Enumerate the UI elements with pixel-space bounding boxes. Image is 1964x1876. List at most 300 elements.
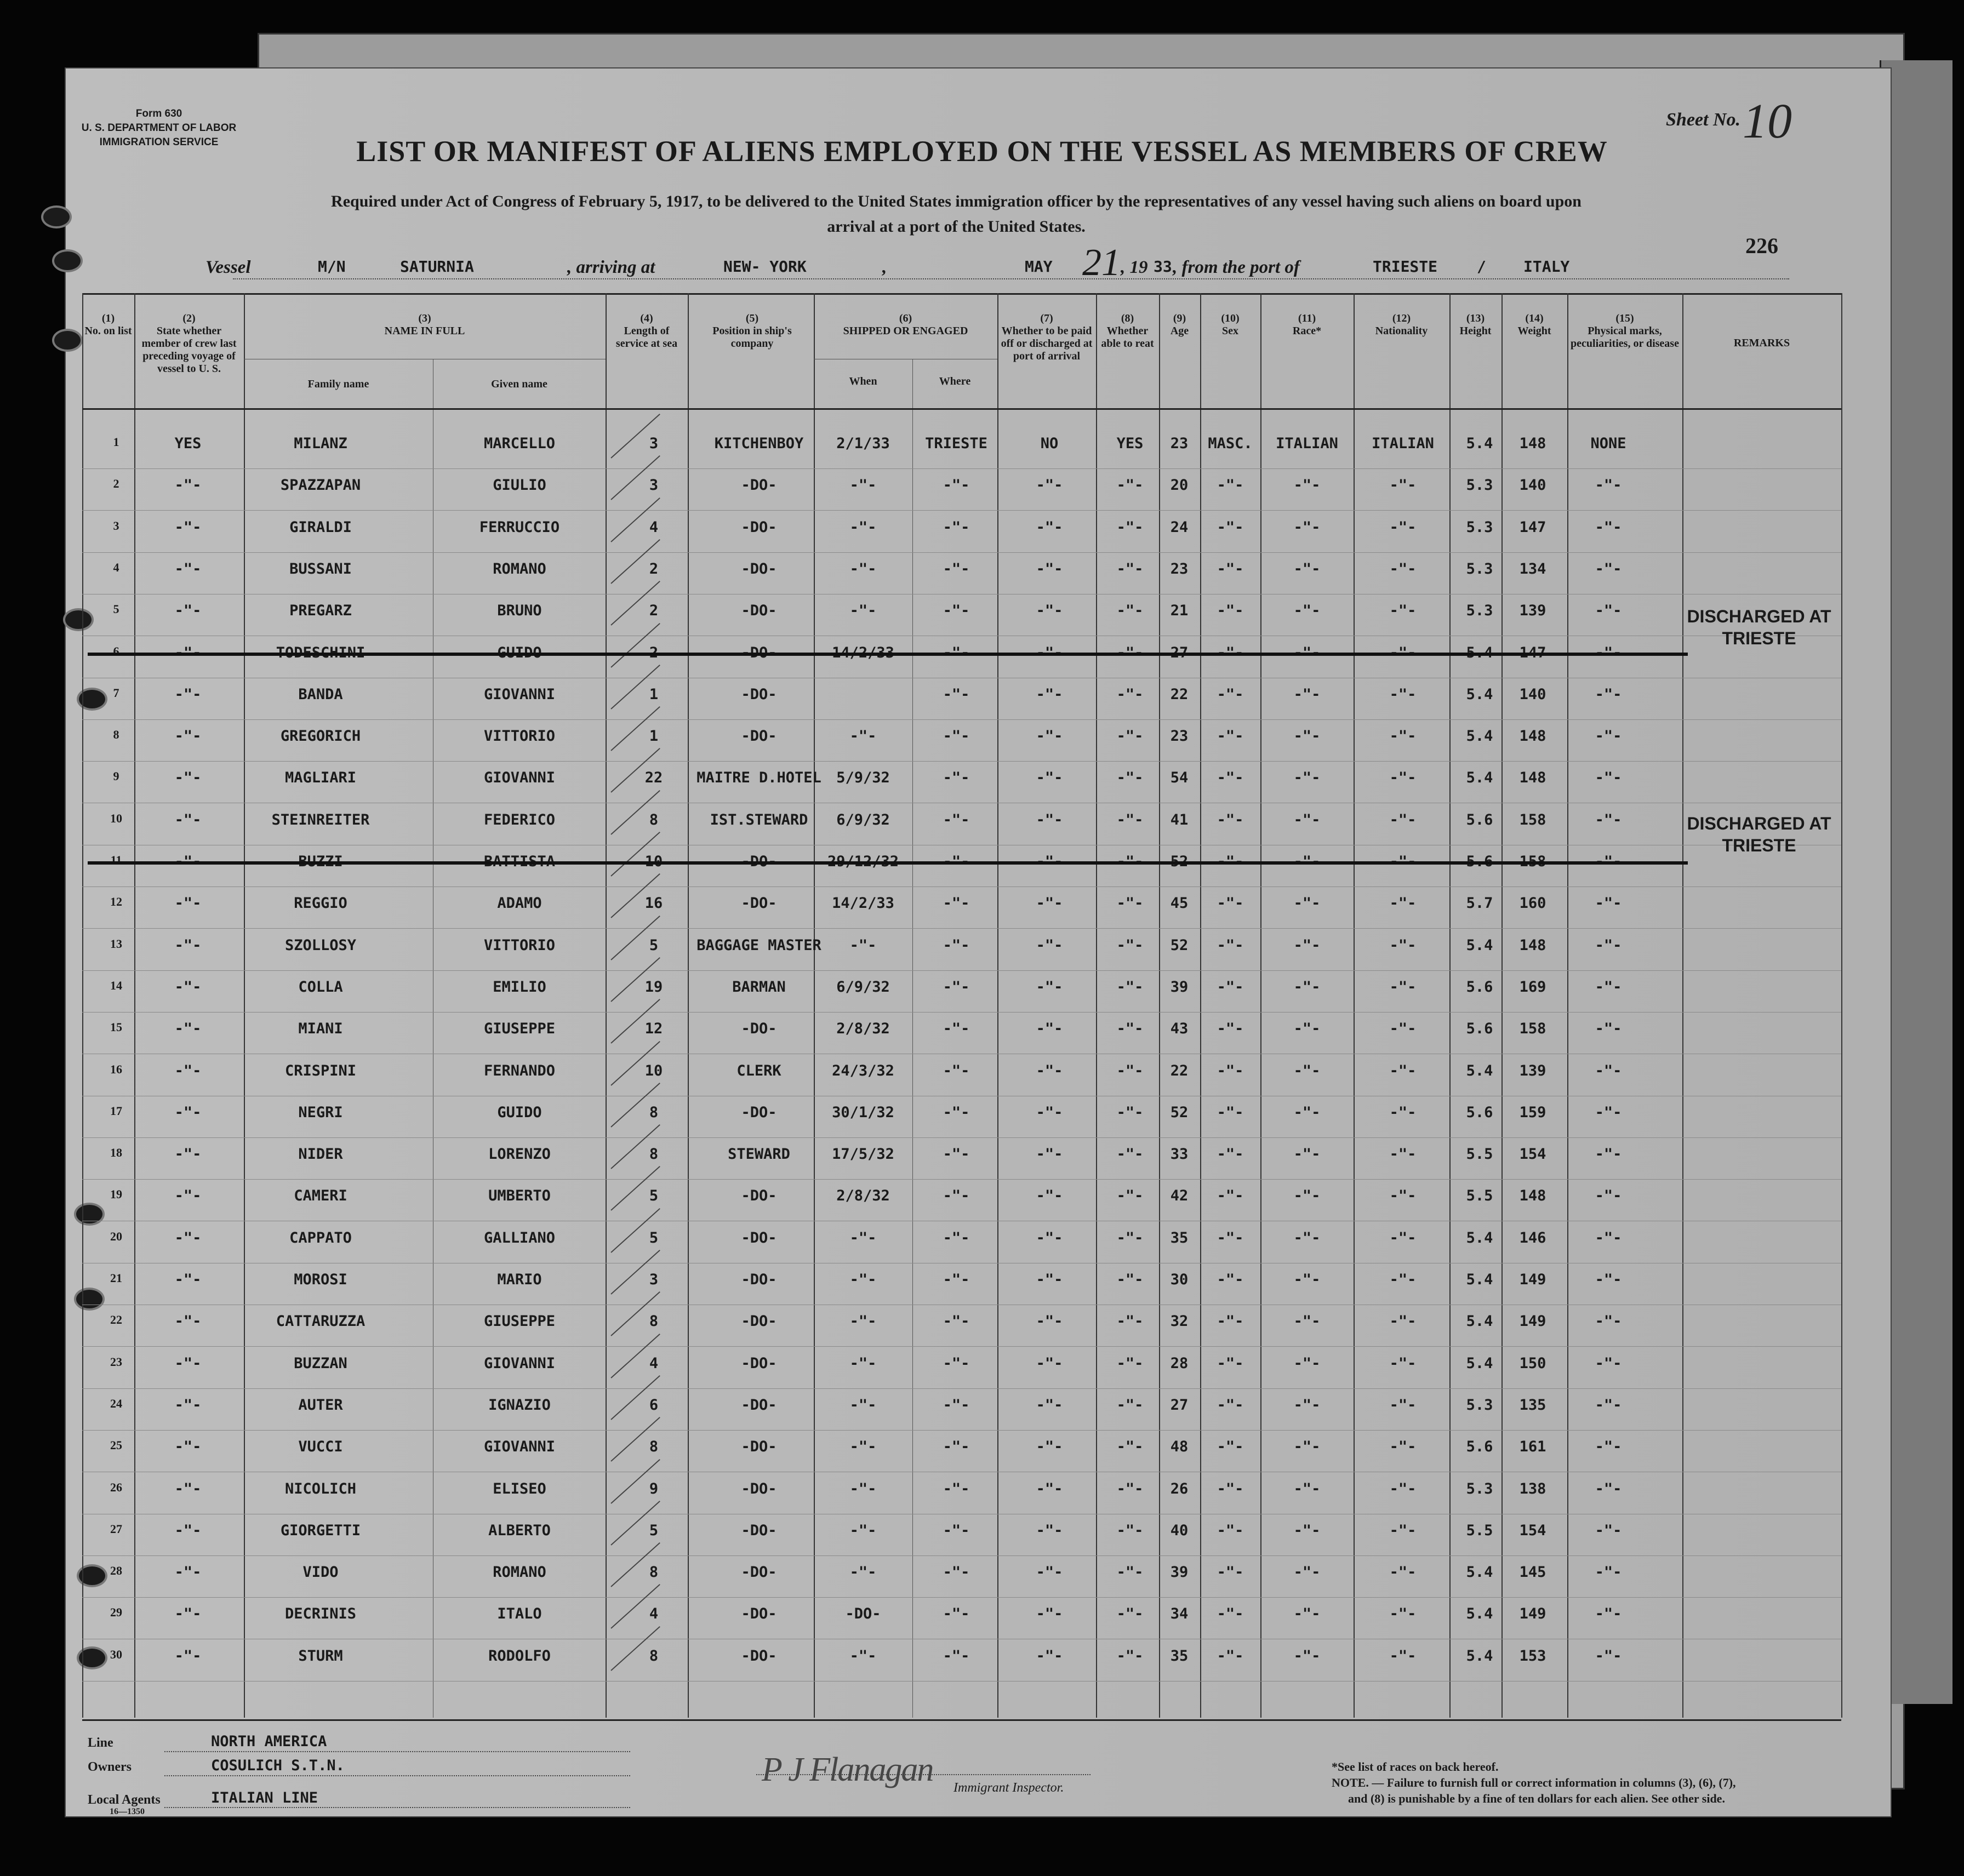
cell-service-years: 9 — [649, 1480, 659, 1497]
footer-line-label: Line — [88, 1736, 113, 1750]
cell-weight: 158 — [1519, 1020, 1546, 1038]
row-rule — [82, 1555, 1841, 1556]
cell-weight: 148 — [1519, 1187, 1546, 1205]
cell-height: 5.3 — [1466, 560, 1493, 577]
cell-previous-voyage: -"- — [174, 1438, 202, 1456]
row-rule — [82, 928, 1841, 929]
arrival-year: 33 — [1154, 258, 1172, 276]
cell-nationality: -"- — [1389, 644, 1417, 661]
cell-able-to-read: -"- — [1116, 1564, 1144, 1581]
cell-row-number: 21 — [110, 1271, 122, 1285]
cell-physical-marks: -"- — [1595, 518, 1622, 536]
cell-shipped-when: -"- — [849, 1229, 877, 1246]
cell-sex: -"- — [1217, 853, 1244, 870]
cell-paid-off: -"- — [1036, 1313, 1063, 1330]
cell-height: 5.4 — [1466, 435, 1493, 452]
cell-paid-off: -"- — [1036, 1020, 1063, 1038]
cell-family-name: REGGIO — [294, 895, 347, 912]
cell-paid-off: -"- — [1036, 477, 1063, 494]
cell-race: -"- — [1293, 1605, 1321, 1623]
cell-age: 42 — [1170, 1187, 1189, 1205]
col-number: (8) — [1121, 312, 1134, 324]
cell-paid-off: -"- — [1036, 1396, 1063, 1414]
cell-previous-voyage: -"- — [174, 1103, 202, 1121]
cell-height: 5.5 — [1466, 1187, 1493, 1205]
cell-given-name: RODOLFO — [488, 1647, 551, 1665]
cell-height: 5.6 — [1466, 1438, 1493, 1456]
cell-shipped-where: -"- — [943, 1271, 970, 1288]
cell-service-years: 8 — [649, 1103, 659, 1121]
cell-physical-marks: -"- — [1595, 1480, 1622, 1497]
cell-position: -DO- — [741, 602, 777, 620]
cell-nationality: -"- — [1389, 1020, 1417, 1038]
cell-paid-off: -"- — [1036, 1187, 1063, 1205]
col-line — [1449, 293, 1451, 1718]
cell-nationality: -"- — [1389, 1396, 1417, 1414]
cell-race: -"- — [1293, 560, 1321, 577]
cell-sex: -"- — [1217, 518, 1244, 536]
cell-nationality: -"- — [1389, 1354, 1417, 1372]
cell-age: 39 — [1170, 1564, 1189, 1581]
vessel-name: SATURNIA — [400, 258, 474, 276]
cell-row-number: 10 — [110, 811, 122, 825]
cell-able-to-read: -"- — [1116, 811, 1144, 828]
cell-able-to-read: -"- — [1116, 1271, 1144, 1288]
cell-able-to-read: -"- — [1116, 560, 1144, 577]
cell-race: -"- — [1293, 936, 1321, 954]
cell-sex: -"- — [1217, 602, 1244, 620]
cell-age: 39 — [1170, 978, 1189, 996]
cell-race: -"- — [1293, 685, 1321, 703]
col-line — [1501, 293, 1503, 1718]
cell-height: 5.3 — [1466, 1396, 1493, 1414]
arrival-month: MAY — [1025, 258, 1053, 276]
cell-race: -"- — [1293, 1438, 1321, 1456]
cell-position: -DO- — [741, 1605, 777, 1623]
cell-family-name: GREGORICH — [280, 728, 361, 745]
cell-row-number: 28 — [110, 1564, 122, 1578]
cell-given-name: UMBERTO — [488, 1187, 551, 1205]
cell-sex: -"- — [1217, 1146, 1244, 1163]
footer-owners-label: Owners — [88, 1760, 132, 1774]
cell-given-name: ADAMO — [497, 895, 542, 912]
col-header-marks — [1570, 312, 1680, 350]
departure-country: ITALY — [1523, 258, 1570, 276]
col-line — [244, 293, 245, 1718]
cell-sex: -"- — [1217, 1605, 1244, 1623]
cell-shipped-where: -"- — [943, 1605, 970, 1623]
cell-position: -DO- — [741, 853, 777, 870]
col-label: NAME IN FULL — [384, 325, 465, 337]
cell-position: -DO- — [741, 1103, 777, 1121]
col-line — [1567, 293, 1568, 1718]
cell-sex: -"- — [1217, 1103, 1244, 1121]
cell-position: BAGGAGE MASTER — [696, 936, 821, 954]
cell-shipped-when: -"- — [849, 728, 877, 745]
col-header-read — [1099, 312, 1156, 350]
cell-physical-marks: -"- — [1595, 560, 1622, 577]
col-line — [1096, 293, 1097, 1718]
cell-able-to-read: -"- — [1116, 1103, 1144, 1121]
cell-weight: 138 — [1519, 1480, 1546, 1497]
cell-able-to-read: -"- — [1116, 685, 1144, 703]
cell-family-name: CAMERI — [294, 1187, 347, 1205]
cell-weight: 145 — [1519, 1564, 1546, 1581]
cell-shipped-where: -"- — [943, 1020, 970, 1038]
col-header-family-name: Family name — [307, 378, 369, 390]
remark-discharged — [1660, 813, 1858, 856]
cell-position: -DO- — [741, 560, 777, 577]
col-line — [1354, 293, 1355, 1718]
cell-age: 22 — [1170, 1062, 1189, 1079]
cell-given-name: VITTORIO — [483, 728, 556, 745]
cell-previous-voyage: -"- — [174, 1605, 202, 1623]
cell-service-years: 5 — [649, 1229, 659, 1246]
cell-position: -DO- — [741, 1564, 777, 1581]
cell-able-to-read: -"- — [1116, 1313, 1144, 1330]
cell-shipped-where: -"- — [943, 811, 970, 828]
cell-nationality: -"- — [1389, 560, 1417, 577]
cell-paid-off: -"- — [1036, 644, 1063, 661]
cell-weight: 153 — [1519, 1647, 1546, 1665]
cell-shipped-where: -"- — [943, 1396, 970, 1414]
cell-family-name: CATTARUZZA — [276, 1313, 366, 1330]
cell-service-years: 5 — [649, 936, 659, 954]
cell-service-years: 4 — [649, 1605, 659, 1623]
row-rule — [82, 970, 1841, 971]
cell-shipped-where: -"- — [943, 685, 970, 703]
cell-race: -"- — [1293, 853, 1321, 870]
cell-sex: -"- — [1217, 1480, 1244, 1497]
cell-height: 5.5 — [1466, 1146, 1493, 1163]
cell-height: 5.6 — [1466, 1103, 1493, 1121]
cell-weight: 159 — [1519, 1103, 1546, 1121]
cell-service-years: 6 — [649, 1396, 659, 1414]
cell-physical-marks: -"- — [1595, 895, 1622, 912]
cell-race: -"- — [1293, 1271, 1321, 1288]
cell-age: 30 — [1170, 1271, 1189, 1288]
cell-weight: 154 — [1519, 1146, 1546, 1163]
cell-nationality: -"- — [1389, 602, 1417, 620]
cell-position: IST.STEWARD — [710, 811, 808, 828]
cell-service-years: 4 — [649, 518, 659, 536]
col-number: (5) — [745, 312, 759, 324]
cell-service-years: 1 — [649, 728, 659, 745]
cell-shipped-when: 6/9/32 — [836, 978, 890, 996]
cell-shipped-where: -"- — [943, 853, 970, 870]
cell-weight: 148 — [1519, 769, 1546, 787]
cell-nationality: -"- — [1389, 1103, 1417, 1121]
cell-nationality: -"- — [1389, 518, 1417, 536]
subtitle-line: arrival at a port of the United States. — [827, 218, 1086, 236]
cell-sex: -"- — [1217, 1062, 1244, 1079]
col-label: State whether member of crew last preceding voyage of vessel to U. S. — [141, 325, 237, 375]
cell-physical-marks: -"- — [1595, 1647, 1622, 1665]
cell-shipped-when: 14/2/33 — [832, 644, 894, 661]
cell-previous-voyage: -"- — [174, 1229, 202, 1246]
cell-given-name: GUIDO — [497, 1103, 542, 1121]
col-header-weight — [1501, 312, 1567, 338]
cell-position: -DO- — [741, 1396, 777, 1414]
cell-previous-voyage: -"- — [174, 1647, 202, 1665]
cell-shipped-when: -"- — [849, 1354, 877, 1372]
cell-nationality: -"- — [1389, 728, 1417, 745]
remark-discharged — [1660, 605, 1858, 649]
cell-position: -DO- — [741, 1480, 777, 1497]
cell-shipped-where: -"- — [943, 1229, 970, 1246]
col-number: (4) — [640, 312, 653, 324]
col-label: Whether to be paid off or discharged at port of arrival — [1001, 325, 1093, 362]
col-header-race — [1260, 312, 1354, 338]
cell-weight: 135 — [1519, 1396, 1546, 1414]
signature-rule — [756, 1774, 1091, 1775]
cell-race: -"- — [1293, 644, 1321, 661]
cell-service-years: 8 — [649, 1146, 659, 1163]
cell-physical-marks: -"- — [1595, 685, 1622, 703]
cell-age: 54 — [1170, 769, 1189, 787]
cell-able-to-read: -"- — [1116, 1605, 1144, 1623]
cell-nationality: -"- — [1389, 1647, 1417, 1665]
cell-race: -"- — [1293, 1146, 1321, 1163]
cell-height: 5.6 — [1466, 978, 1493, 996]
cell-weight: 147 — [1519, 644, 1546, 661]
footer-line-value: NORTH AMERICA — [211, 1733, 327, 1750]
cell-row-number: 12 — [110, 895, 122, 909]
col-label: Age — [1170, 325, 1189, 337]
cell-paid-off: -"- — [1036, 1271, 1063, 1288]
cell-physical-marks: -"- — [1595, 811, 1622, 828]
col-header-service — [608, 312, 685, 350]
cell-given-name: GIUSEPPE — [483, 1313, 556, 1330]
cell-height: 5.4 — [1466, 728, 1493, 745]
row-rule — [82, 1012, 1841, 1013]
cell-shipped-where: -"- — [943, 1146, 970, 1163]
cell-shipped-when: -"- — [849, 518, 877, 536]
cell-physical-marks: -"- — [1595, 1522, 1622, 1539]
cell-family-name: BUZZAN — [294, 1354, 347, 1372]
cell-shipped-where: -"- — [943, 769, 970, 787]
cell-height: 5.4 — [1466, 769, 1493, 787]
cell-family-name: MOROSI — [294, 1271, 347, 1288]
note-line: and (8) is punishable by a fine of ten dollars for each alien. See other side. — [1348, 1792, 1725, 1805]
cell-shipped-where: -"- — [943, 644, 970, 661]
cell-row-number: 7 — [113, 685, 119, 700]
col-line — [606, 293, 607, 1718]
col-number: (14) — [1525, 312, 1544, 324]
cell-race: -"- — [1293, 1187, 1321, 1205]
cell-sex: -"- — [1217, 1396, 1244, 1414]
cell-shipped-when: -"- — [849, 936, 877, 954]
cell-weight: 140 — [1519, 685, 1546, 703]
col-header-height — [1449, 312, 1501, 338]
cell-paid-off: -"- — [1036, 602, 1063, 620]
cell-race: -"- — [1293, 1564, 1321, 1581]
cell-family-name: NEGRI — [298, 1103, 343, 1121]
inspector-label: Immigrant Inspector. — [954, 1781, 1064, 1795]
cell-position: -DO- — [741, 518, 777, 536]
cell-shipped-where: -"- — [943, 1062, 970, 1079]
cell-previous-voyage: -"- — [174, 560, 202, 577]
cell-weight: 148 — [1519, 728, 1546, 745]
cell-row-number: 8 — [113, 728, 119, 742]
cell-sex: -"- — [1217, 936, 1244, 954]
cell-age: 23 — [1170, 435, 1189, 452]
cell-given-name: GIULIO — [493, 477, 546, 494]
cell-age: 35 — [1170, 1229, 1189, 1246]
vessel-line-rule — [233, 278, 1789, 279]
cell-shipped-where: -"- — [943, 1522, 970, 1539]
col-number: (11) — [1298, 312, 1316, 324]
cell-nationality: -"- — [1389, 1480, 1417, 1497]
cell-given-name: IGNAZIO — [488, 1396, 551, 1414]
cell-able-to-read: -"- — [1116, 1187, 1144, 1205]
cell-position: -DO- — [741, 1313, 777, 1330]
year-prefix: , 19 — [1121, 258, 1148, 277]
cell-previous-voyage: -"- — [174, 1020, 202, 1038]
cell-service-years: 8 — [649, 1313, 659, 1330]
cell-age: 45 — [1170, 895, 1189, 912]
cell-age: 27 — [1170, 1396, 1189, 1414]
cell-service-years: 2 — [649, 560, 659, 577]
cell-row-number: 26 — [110, 1480, 122, 1494]
cell-physical-marks: -"- — [1595, 1313, 1622, 1330]
cell-height: 5.3 — [1466, 1480, 1493, 1497]
cell-race: -"- — [1293, 728, 1321, 745]
cell-sex: -"- — [1217, 895, 1244, 912]
cell-weight: 169 — [1519, 978, 1546, 996]
cell-physical-marks: -"- — [1595, 728, 1622, 745]
cell-age: 23 — [1170, 728, 1189, 745]
col-header-remarks: REMARKS — [1733, 337, 1790, 349]
col-header-when: When — [849, 375, 877, 387]
cell-row-number: 16 — [110, 1062, 122, 1076]
cell-weight: 149 — [1519, 1313, 1546, 1330]
cell-given-name: FERRUCCIO — [479, 518, 560, 536]
cell-position: -DO- — [741, 1522, 777, 1539]
cell-height: 5.4 — [1466, 1647, 1493, 1665]
cell-nationality: -"- — [1389, 1522, 1417, 1539]
cell-given-name: GIOVANNI — [483, 1354, 556, 1372]
cell-age: 35 — [1170, 1647, 1189, 1665]
cell-row-number: 11 — [110, 853, 122, 867]
cell-position: -DO- — [741, 1020, 777, 1038]
cell-shipped-where: -"- — [943, 1187, 970, 1205]
cell-race: -"- — [1293, 769, 1321, 787]
cell-given-name: ITALO — [497, 1605, 542, 1623]
cell-shipped-where: -"- — [943, 560, 970, 577]
punch-hole — [52, 329, 83, 352]
cell-family-name: GIRALDI — [289, 518, 352, 536]
cell-sex: -"- — [1217, 978, 1244, 996]
row-rule — [82, 1137, 1841, 1138]
sheet-number: 10 — [1743, 94, 1792, 148]
cell-previous-voyage: -"- — [174, 477, 202, 494]
cell-sex: -"- — [1217, 685, 1244, 703]
row-rule — [82, 510, 1841, 511]
cell-weight: 149 — [1519, 1605, 1546, 1623]
row-rule — [82, 1597, 1841, 1598]
cell-given-name: GUIDO — [497, 644, 542, 661]
cell-family-name: GIORGETTI — [280, 1522, 361, 1539]
cell-height: 5.4 — [1466, 1229, 1493, 1246]
cell-able-to-read: -"- — [1116, 1146, 1144, 1163]
cell-shipped-where: -"- — [943, 602, 970, 620]
remark-line: TRIESTE — [1722, 836, 1796, 855]
cell-sex: -"- — [1217, 769, 1244, 787]
cell-service-years: 1 — [649, 685, 659, 703]
cell-race: -"- — [1293, 895, 1321, 912]
cell-position: -DO- — [741, 1187, 777, 1205]
cell-able-to-read: -"- — [1116, 1647, 1144, 1665]
cell-physical-marks: -"- — [1595, 1605, 1622, 1623]
cell-nationality: -"- — [1389, 1146, 1417, 1163]
cell-age: 26 — [1170, 1480, 1189, 1497]
cell-weight: 154 — [1519, 1522, 1546, 1539]
cell-nationality: -"- — [1389, 978, 1417, 996]
cell-age: 34 — [1170, 1605, 1189, 1623]
cell-weight: 161 — [1519, 1438, 1546, 1456]
cell-family-name: STEINREITER — [271, 811, 370, 828]
cell-given-name: VITTORIO — [483, 936, 556, 954]
footer-note — [1332, 1759, 1825, 1806]
cell-paid-off: -"- — [1036, 769, 1063, 787]
col-label: Sex — [1222, 325, 1238, 337]
cell-age: 28 — [1170, 1354, 1189, 1372]
cell-sex: -"- — [1217, 560, 1244, 577]
cell-sex: -"- — [1217, 644, 1244, 661]
cell-physical-marks: -"- — [1595, 1229, 1622, 1246]
cell-nationality: -"- — [1389, 811, 1417, 828]
cell-given-name: MARCELLO — [483, 435, 556, 452]
cell-height: 5.4 — [1466, 1354, 1493, 1372]
cell-shipped-where: -"- — [943, 518, 970, 536]
cell-paid-off: -"- — [1036, 1146, 1063, 1163]
col-header-paid-off — [1000, 312, 1093, 363]
cell-physical-marks: -"- — [1595, 1438, 1622, 1456]
cell-service-years: 8 — [649, 1564, 659, 1581]
cell-weight: 149 — [1519, 1271, 1546, 1288]
cell-sex: -"- — [1217, 477, 1244, 494]
cell-position: BARMAN — [732, 978, 786, 996]
cell-service-years: 5 — [649, 1522, 659, 1539]
page-title: LIST OR MANIFEST OF ALIENS EMPLOYED ON THE VESSEL AS MEMBERS OF CREW — [356, 135, 1608, 168]
cell-physical-marks: -"- — [1595, 644, 1622, 661]
cell-family-name: MAGLIARI — [284, 769, 357, 787]
cell-row-number: 24 — [110, 1396, 122, 1410]
strikethrough-line — [88, 861, 1688, 865]
cell-height: 5.4 — [1466, 1313, 1493, 1330]
cell-service-years: 2 — [649, 644, 659, 661]
cell-family-name: BUZZI — [298, 853, 343, 870]
punch-hole — [41, 205, 72, 228]
vessel-prefix: M/N — [318, 258, 346, 276]
cell-family-name: CAPPATO — [289, 1229, 352, 1246]
cell-shipped-where: -"- — [943, 936, 970, 954]
col-label: Position in ship's company — [712, 325, 792, 350]
cell-height: 5.4 — [1466, 1062, 1493, 1079]
cell-paid-off: -"- — [1036, 685, 1063, 703]
col-line — [688, 293, 689, 1718]
cell-shipped-when: 24/3/32 — [832, 1062, 894, 1079]
footer-agents-label: Local Agents — [88, 1793, 161, 1807]
punch-hole — [52, 249, 83, 272]
arriving-port: NEW- YORK — [723, 258, 807, 276]
cell-paid-off: -"- — [1036, 518, 1063, 536]
cell-physical-marks: -"- — [1595, 1271, 1622, 1288]
cell-position: KITCHENBOY — [714, 435, 804, 452]
cell-weight: 147 — [1519, 518, 1546, 536]
cell-row-number: 27 — [110, 1522, 122, 1536]
